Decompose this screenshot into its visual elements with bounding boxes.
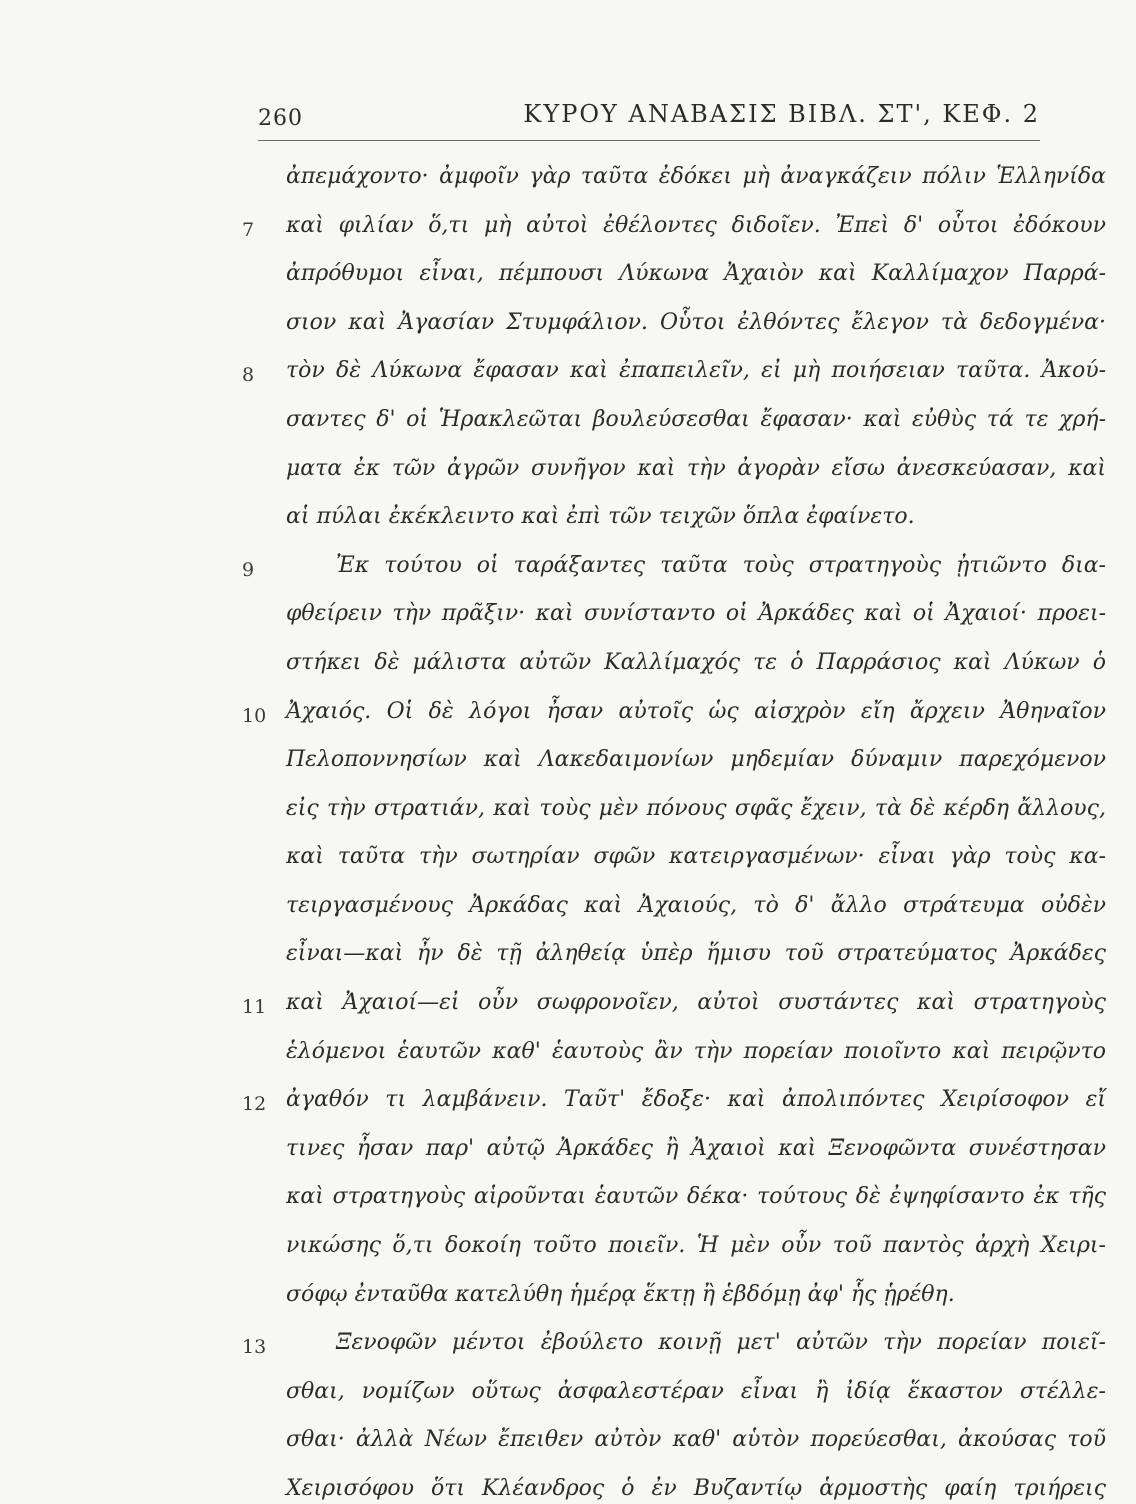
section-number: 8 xyxy=(242,364,255,386)
text-line: σιον καὶ Ἀγασίαν Στυμφάλιον. Οὗτοι ἐλθόντες ἔλεγον τὰ δεδογμένα· xyxy=(286,310,1106,335)
text-line: καὶ Ἀχαιοί—εἰ οὖν σωφρονοῖεν, αὐτοὶ συστάντες καὶ στρατηγοὺς xyxy=(286,990,1106,1015)
section-number: 12 xyxy=(242,1093,267,1115)
text-line: εἰς τὴν στρατιάν, καὶ τοὺς μὲν πόνους σφᾶς ἔχειν, τὰ δὲ κέρδη ἄλλους, xyxy=(286,796,1106,821)
text-line: Ἐκ τούτου οἱ ταράξαντες ταῦτα τοὺς στρατηγοὺς ᾐτιῶντο δια- xyxy=(336,553,1106,578)
text-line: στήκει δὲ μάλιστα αὐτῶν Καλλίμαχός τε ὁ Παρράσιος καὶ Λύκων ὁ xyxy=(286,650,1106,675)
section-number: 9 xyxy=(242,559,255,581)
bleed-through-heading xyxy=(640,40,649,65)
text-line: σθαι, νομίζων οὕτως ἀσφαλεστέραν εἶναι ἢ ἰδίᾳ ἕκαστον στέλλε- xyxy=(286,1379,1106,1404)
text-line: ματα ἐκ τῶν ἀγρῶν συνῆγον καὶ τὴν ἀγορὰν εἴσω ἀνεσκεύασαν, καὶ xyxy=(286,456,1106,481)
text-line: φθείρειν τὴν πρᾶξιν· καὶ συνίσταντο οἱ Ἀρκάδες καὶ οἱ Ἀχαιοί· προει- xyxy=(286,601,1106,626)
text-line: σαντες δ' οἱ Ἡρακλεῶται βουλεύσεσθαι ἔφασαν· καὶ εὐθὺς τά τε χρή- xyxy=(286,407,1106,432)
text-line: καὶ ταῦτα τὴν σωτηρίαν σφῶν κατειργασμένων· εἶναι γὰρ τοὺς κα- xyxy=(286,844,1106,869)
text-line: καὶ φιλίαν ὅ,τι μὴ αὐτοὶ ἐθέλοντες διδοῖεν. Ἐπεὶ δ' οὗτοι ἐδόκουν xyxy=(286,213,1106,238)
section-number: 11 xyxy=(242,996,267,1018)
text-line: Χειρισόφου ὅτι Κλέανδρος ὁ ἐν Βυζαντίῳ ἁρμοστὴς φαίη τριήρεις xyxy=(286,1476,1106,1501)
text-line: νικώσης ὅ,τι δοκοίη τοῦτο ποιεῖν. Ἡ μὲν οὖν τοῦ παντὸς ἀρχὴ Χειρι- xyxy=(286,1233,1106,1258)
text-line: ἀπρόθυμοι εἶναι, πέμπουσι Λύκωνα Ἀχαιὸν καὶ Καλλίμαχον Παρρά- xyxy=(286,261,1106,286)
text-line: Ἀχαιός. Οἱ δὲ λόγοι ἦσαν αὐτοῖς ὡς αἰσχρὸν εἴη ἄρχειν Ἀθηναῖον xyxy=(286,699,1106,724)
text-line: σόφῳ ἐνταῦθα κατελύθη ἡμέρᾳ ἕκτῃ ἢ ἑβδόμῃ ἀφ' ἧς ᾑρέθη. xyxy=(286,1282,955,1307)
text-line: σθαι· ἀλλὰ Νέων ἔπειθεν αὐτὸν καθ' αὑτὸν πορεύεσθαι, ἀκούσας τοῦ xyxy=(286,1427,1106,1452)
text-line: ἀπεμάχοντο· ἀμφοῖν γὰρ ταῦτα ἐδόκει μὴ ἀναγκάζειν πόλιν Ἑλληνίδα xyxy=(286,164,1106,189)
text-line: καὶ στρατηγοὺς αἱροῦνται ἑαυτῶν δέκα· τούτους δὲ ἐψηφίσαντο ἐκ τῆς xyxy=(286,1184,1106,1209)
section-number: 7 xyxy=(242,219,255,241)
text-line: τινες ἦσαν παρ' αὐτῷ Ἀρκάδες ἢ Ἀχαιοὶ καὶ Ξενοφῶντα συνέστησαν xyxy=(286,1136,1106,1161)
text-line: τειργασμένους Ἀρκάδας καὶ Ἀχαιούς, τὸ δ' ἄλλο στράτευμα οὐδὲν xyxy=(286,893,1106,918)
text-line: ἑλόμενοι ἑαυτῶν καθ' ἑαυτοὺς ἂν τὴν πορείαν ποιοῖντο καὶ πειρῷντο xyxy=(286,1039,1106,1064)
text-line: τὸν δὲ Λύκωνα ἔφασαν καὶ ἐπαπειλεῖν, εἰ μὴ ποιήσειαν ταῦτα. Ἀκού- xyxy=(286,358,1106,383)
section-number: 10 xyxy=(242,705,267,727)
running-head xyxy=(258,100,1040,141)
text-line: ἀγαθόν τι λαμβάνειν. Ταῦτ' ἔδοξε· καὶ ἀπολιπόντες Χειρίσοφον εἴ xyxy=(286,1087,1106,1112)
section-number: 13 xyxy=(242,1336,267,1358)
running-title: ΚΥΡΟΥ ΑΝΑΒΑΣΙΣ ΒΙΒΛ. ΣΤ', ΚΕΦ. 2 xyxy=(523,100,1040,128)
text-line: Ξενοφῶν μέντοι ἐβούλετο κοινῇ μετ' αὐτῶν τὴν πορείαν ποιεῖ- xyxy=(336,1330,1106,1355)
text-line: Πελοποννησίων καὶ Λακεδαιμονίων μηδεμίαν δύναμιν παρεχόμενον xyxy=(286,747,1106,772)
text-line: εἶναι—καὶ ἦν δὲ τῇ ἀληθείᾳ ὑπὲρ ἥμισυ τοῦ στρατεύματος Ἀρκάδες xyxy=(286,941,1106,966)
text-line: αἱ πύλαι ἐκέκλειντο καὶ ἐπὶ τῶν τειχῶν ὅπλα ἐφαίνετο. xyxy=(286,504,915,529)
page-number: 260 xyxy=(258,106,303,131)
